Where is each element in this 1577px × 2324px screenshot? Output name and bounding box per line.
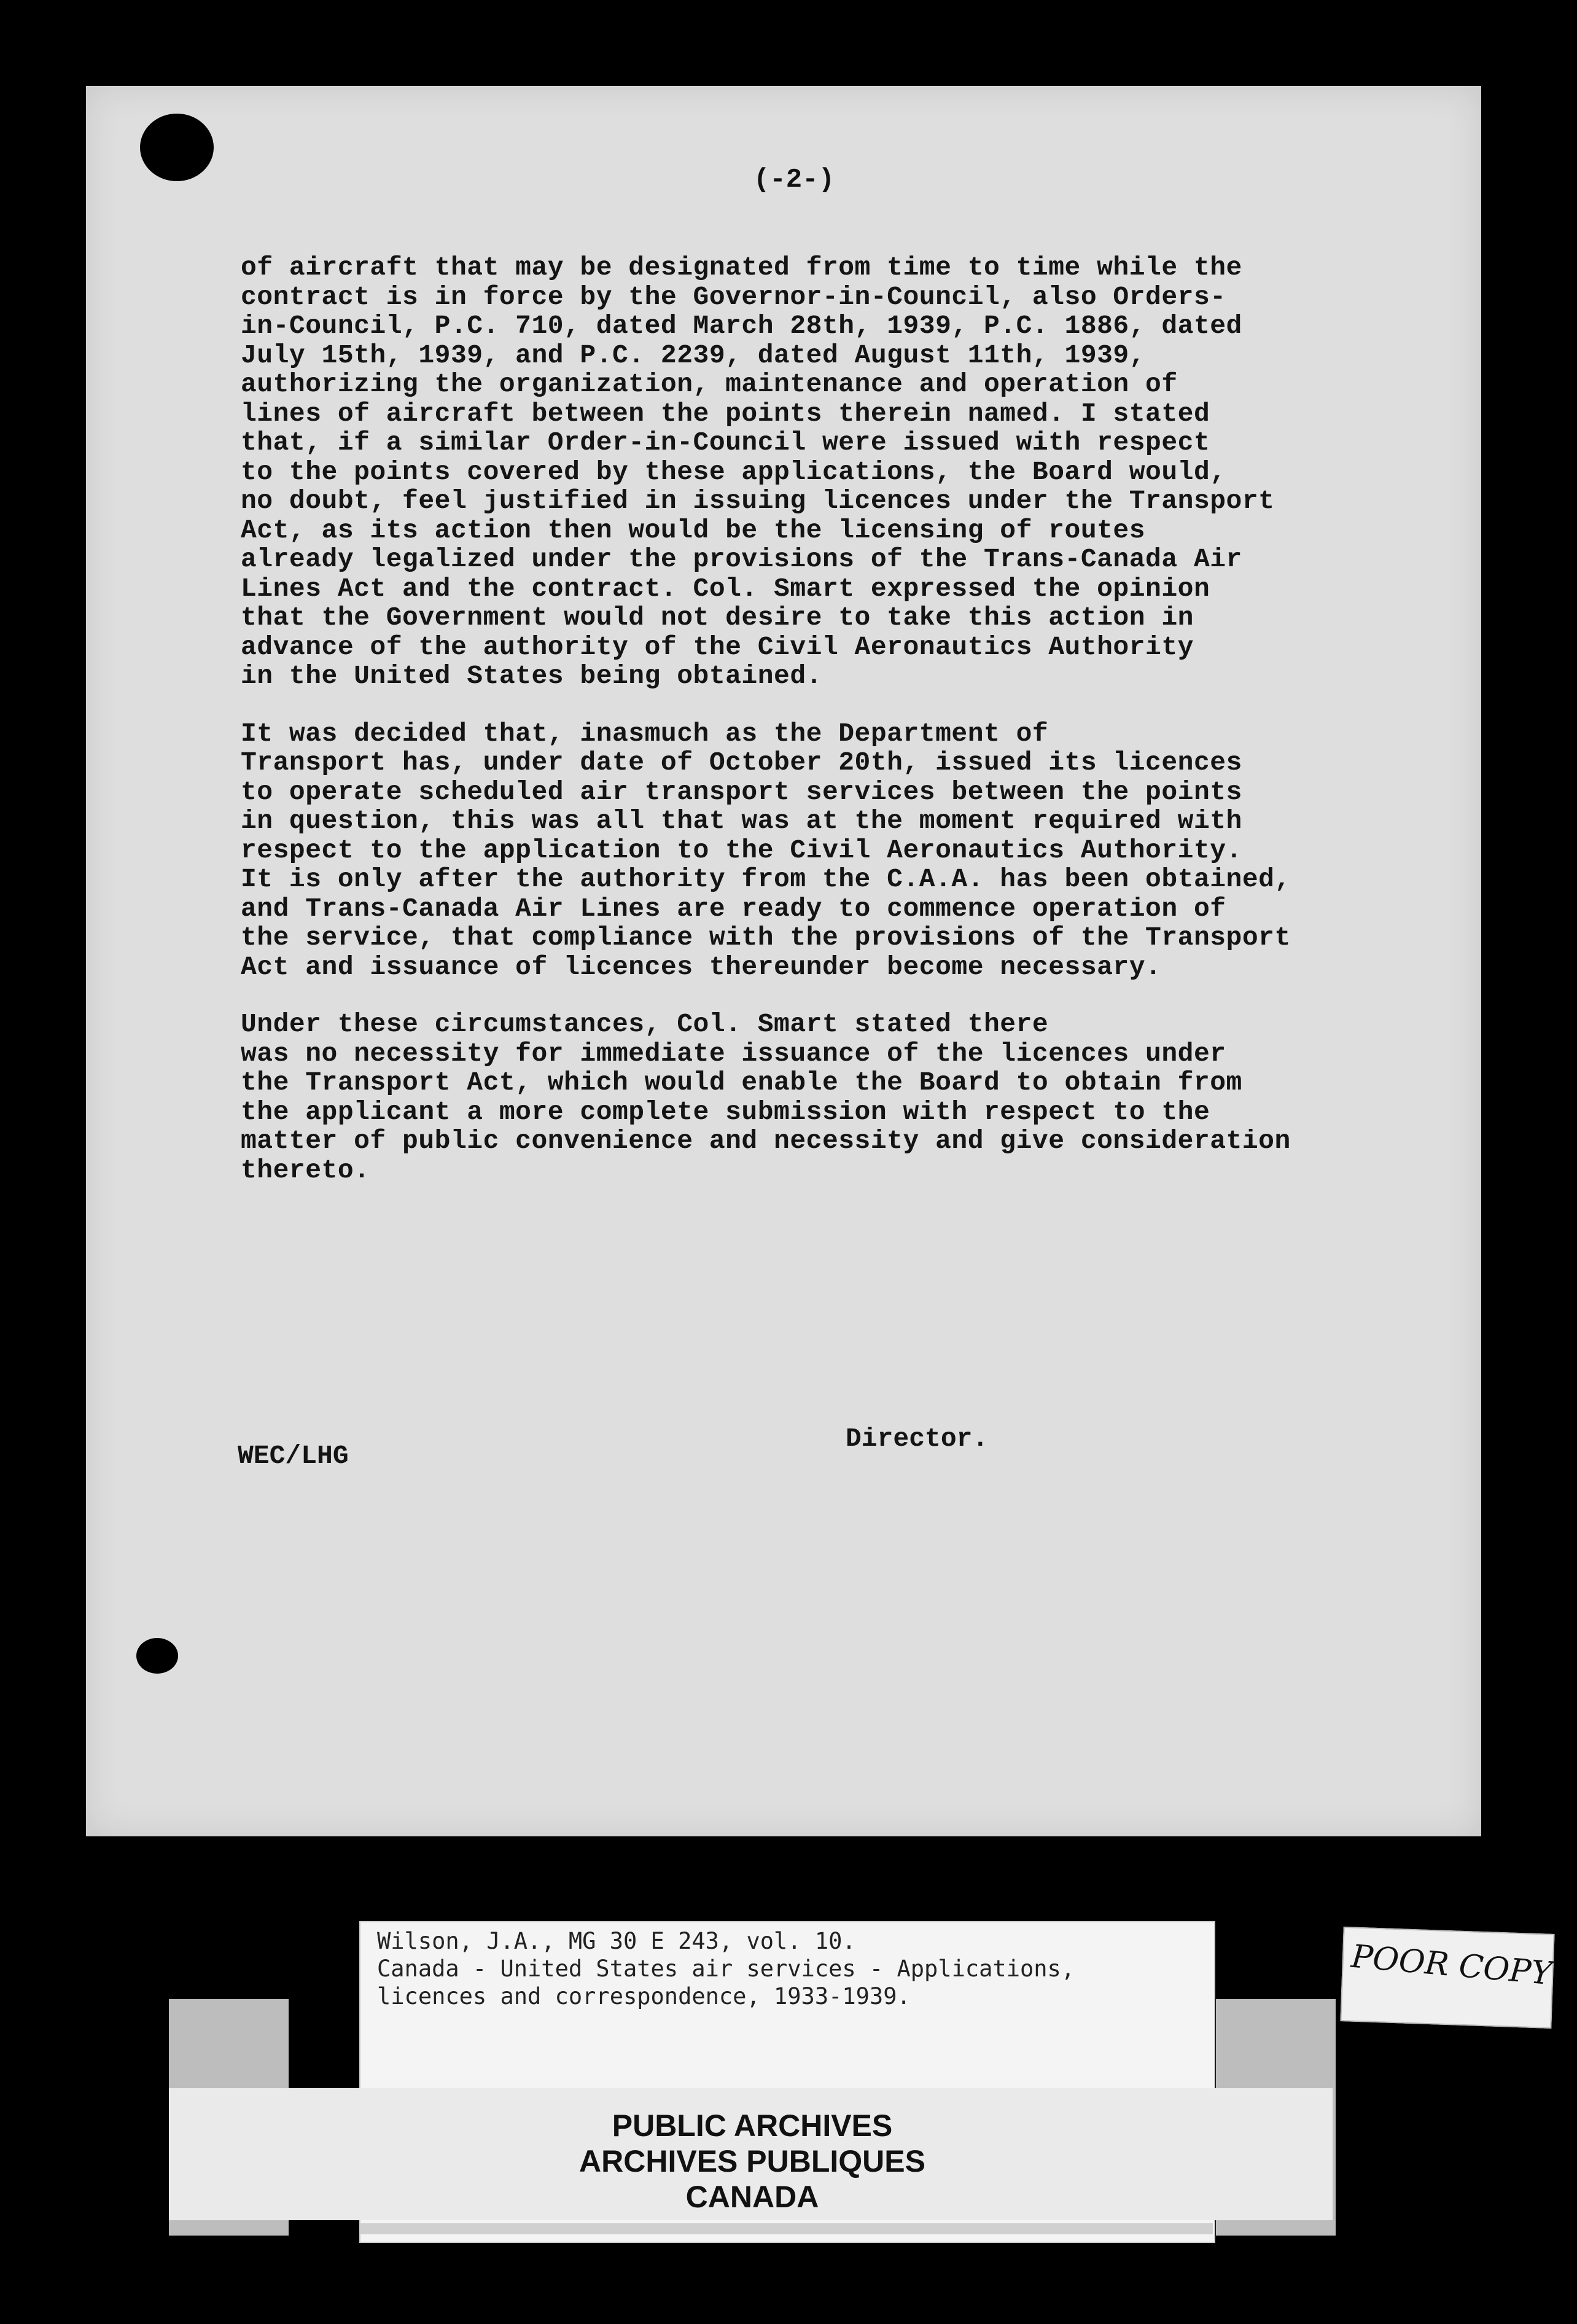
poor-copy-handwriting: POOR COPY <box>1350 1938 1554 1993</box>
archives-stamp <box>528 2108 976 2215</box>
page-number: (-2-) <box>753 165 835 195</box>
reference-initials: WEC/LHG <box>238 1441 349 1471</box>
paragraph-1: of aircraft that may be designated from time to time while the contract is in force by the Governor-in-Council, also Orders- in-Council, P.C. 710, dated March 28th, 1939, P.C. 1886, dated July 15th, 1939, and P.C. 2239, dated August 11th, 1939, authorizing the organization, maintenance and operation of lines of aircraft between the points therein named. I stated that, if a similar Order-in-Council were issued with respect to the points covered by these applications, the Board would, no doubt, feel justified in issuing licences under the Transport Act, as its action then would be the licensing of routes already legalized under the provisions of the Trans-Canada Air Lines Act and the contract. Col. Smart expressed the opinion that the Government would not desire to take this action in advance of the authority of the Civil Aeronautics Authority in the United States being obtained. <box>241 252 1275 691</box>
punch-hole-bottom <box>136 1638 178 1674</box>
letter-body <box>241 253 1377 1213</box>
archive-citation-text <box>377 1927 1075 2010</box>
citation-line-2: Canada - United States air services - Applications, <box>377 1956 1075 1982</box>
signature-title: Director. <box>846 1424 989 1454</box>
archives-line-french: ARCHIVES PUBLIQUES <box>579 2144 925 2178</box>
punch-hole-top <box>140 114 214 181</box>
paragraph-2: It was decided that, inasmuch as the Department of Transport has, under date of October 20th, issued its licences to operate scheduled air transport services between the points in question, this was all that was at the moment required with respect to the application to the Civil Aeronautics Authority. It is only after the authority from the C.A.A. has been obtained, and Trans-Canada Air Lines are ready to commence operation of the service, that compliance with the provisions of the Transport Act and issuance of licences thereunder become necessary. <box>241 718 1291 982</box>
archives-line-english: PUBLIC ARCHIVES <box>612 2108 893 2143</box>
card-bottom-strip <box>359 2223 1213 2234</box>
archives-line-country: CANADA <box>685 2180 819 2214</box>
citation-line-1: Wilson, J.A., MG 30 E 243, vol. 10. <box>377 1928 856 1954</box>
paragraph-3: Under these circumstances, Col. Smart stated there was no necessity for immediate issuance of the licences under the Transport Act, which would enable the Board to obtain from the applicant a more complete submission with respect to the matter of public convenience and necessity and give consideration thereto. <box>241 1009 1291 1185</box>
citation-line-3: licences and correspondence, 1933-1939. <box>377 1983 911 2010</box>
